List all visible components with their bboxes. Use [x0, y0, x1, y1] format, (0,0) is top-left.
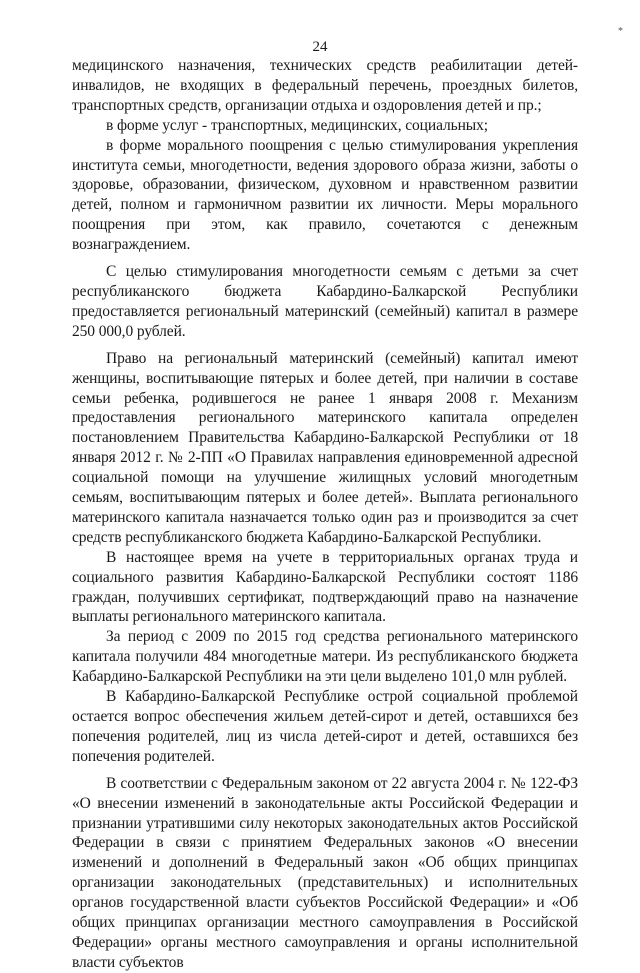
paragraph-orphans-housing: В Кабардино-Балкарской Республике острой социальной проблемой остается вопрос обеспечения жильем детей-сирот и детей, оставшихся без попечения родителей, лиц из числа детей-сирот и детей, оставшихся без попечения родителей. — [72, 688, 578, 765]
paragraph-maternity-capital: С целью стимулирования многодетности семьям с детьми за счет республиканского бюджета Кабардино-Балкарской Республики предоставляется региональный материнский (семейный) капитал в размере 250 000,0 рублей. — [72, 263, 578, 340]
paragraph-capital-right: Право на региональный материнский (семейный) капитал имеют женщины, воспитывающие пятерых и более детей, при наличии в составе семьи ребенка, родившегося не ранее 1 января 2008 г. Механизм предоставления регионального материнского капитала определен постановлением Правительства Кабардино-Балкарской Республики от 18 января 2012 г. № 2-ПП «О Правилах направления единовременной адресной социальной помощи на улучшение жилищных условий многодетным семьям, воспитывающим пятерых и более детей». Выплата регионального материнского капитала назначается только один раз и производится за счет средств республиканского бюджета Кабардино-Балкарской Республики. — [72, 349, 578, 546]
page-number: 24 — [312, 39, 328, 55]
paragraph-registered-citizens: В настоящее время на учете в территориальных органах труда и социального развития Кабардино-Балкарской Республики состоят 1186 граждан, получивших сертификат, подтверждающий право на назначение выплаты регионального материнского капитала. — [72, 548, 578, 626]
paragraph-period-stats: За период с 2009 по 2015 год средства регионального материнского капитала получили 484 многодетные матери. Из республиканского бюджета Кабардино-Балкарской Республики на эти цели выделено 101,0 млн рублей. — [72, 628, 578, 686]
paragraph-moral-encouragement: в форме морального поощрения с целью стимулирования укрепления института семьи, многодетности, ведения здорового образа жизни, заботы о здоровье, образовании, физическом, духовном и нравственном развитии детей, полном и гармоничном развитии их личности. Меры морального поощрения при этом, как правило, сочетаются с денежным вознаграждением. — [72, 136, 578, 254]
document-body — [72, 56, 578, 973]
scan-mark: * — [618, 26, 623, 37]
paragraph-federal-law: В соответствии с Федеральным законом от 22 августа 2004 г. № 122-ФЗ «О внесении изменений в законодательные акты Российской Федерации и признании утратившими силу некоторых законодательных актов Российской Федерации в связи с принятием Федеральных законов «О внесении изменений и дополнений в Федеральный закон «Об общих принципах организации законодательных (представительных) и исполнительных органов государственной власти субъектов Российской Федерации» и «Об общих принципах организации местного самоуправления в Российской Федерации» органы местного самоуправления и органы исполнительной власти субъектов — [72, 774, 578, 971]
paragraph-continuation: медицинского назначения, технических средств реабилитации детей-инвалидов, не входящих в федеральный перечень, проездных билетов, транспортных средств, организации отдыха и оздоровления детей и пр.; — [72, 57, 578, 114]
paragraph-services: в форме услуг - транспортных, медицинских, социальных; — [106, 116, 488, 134]
